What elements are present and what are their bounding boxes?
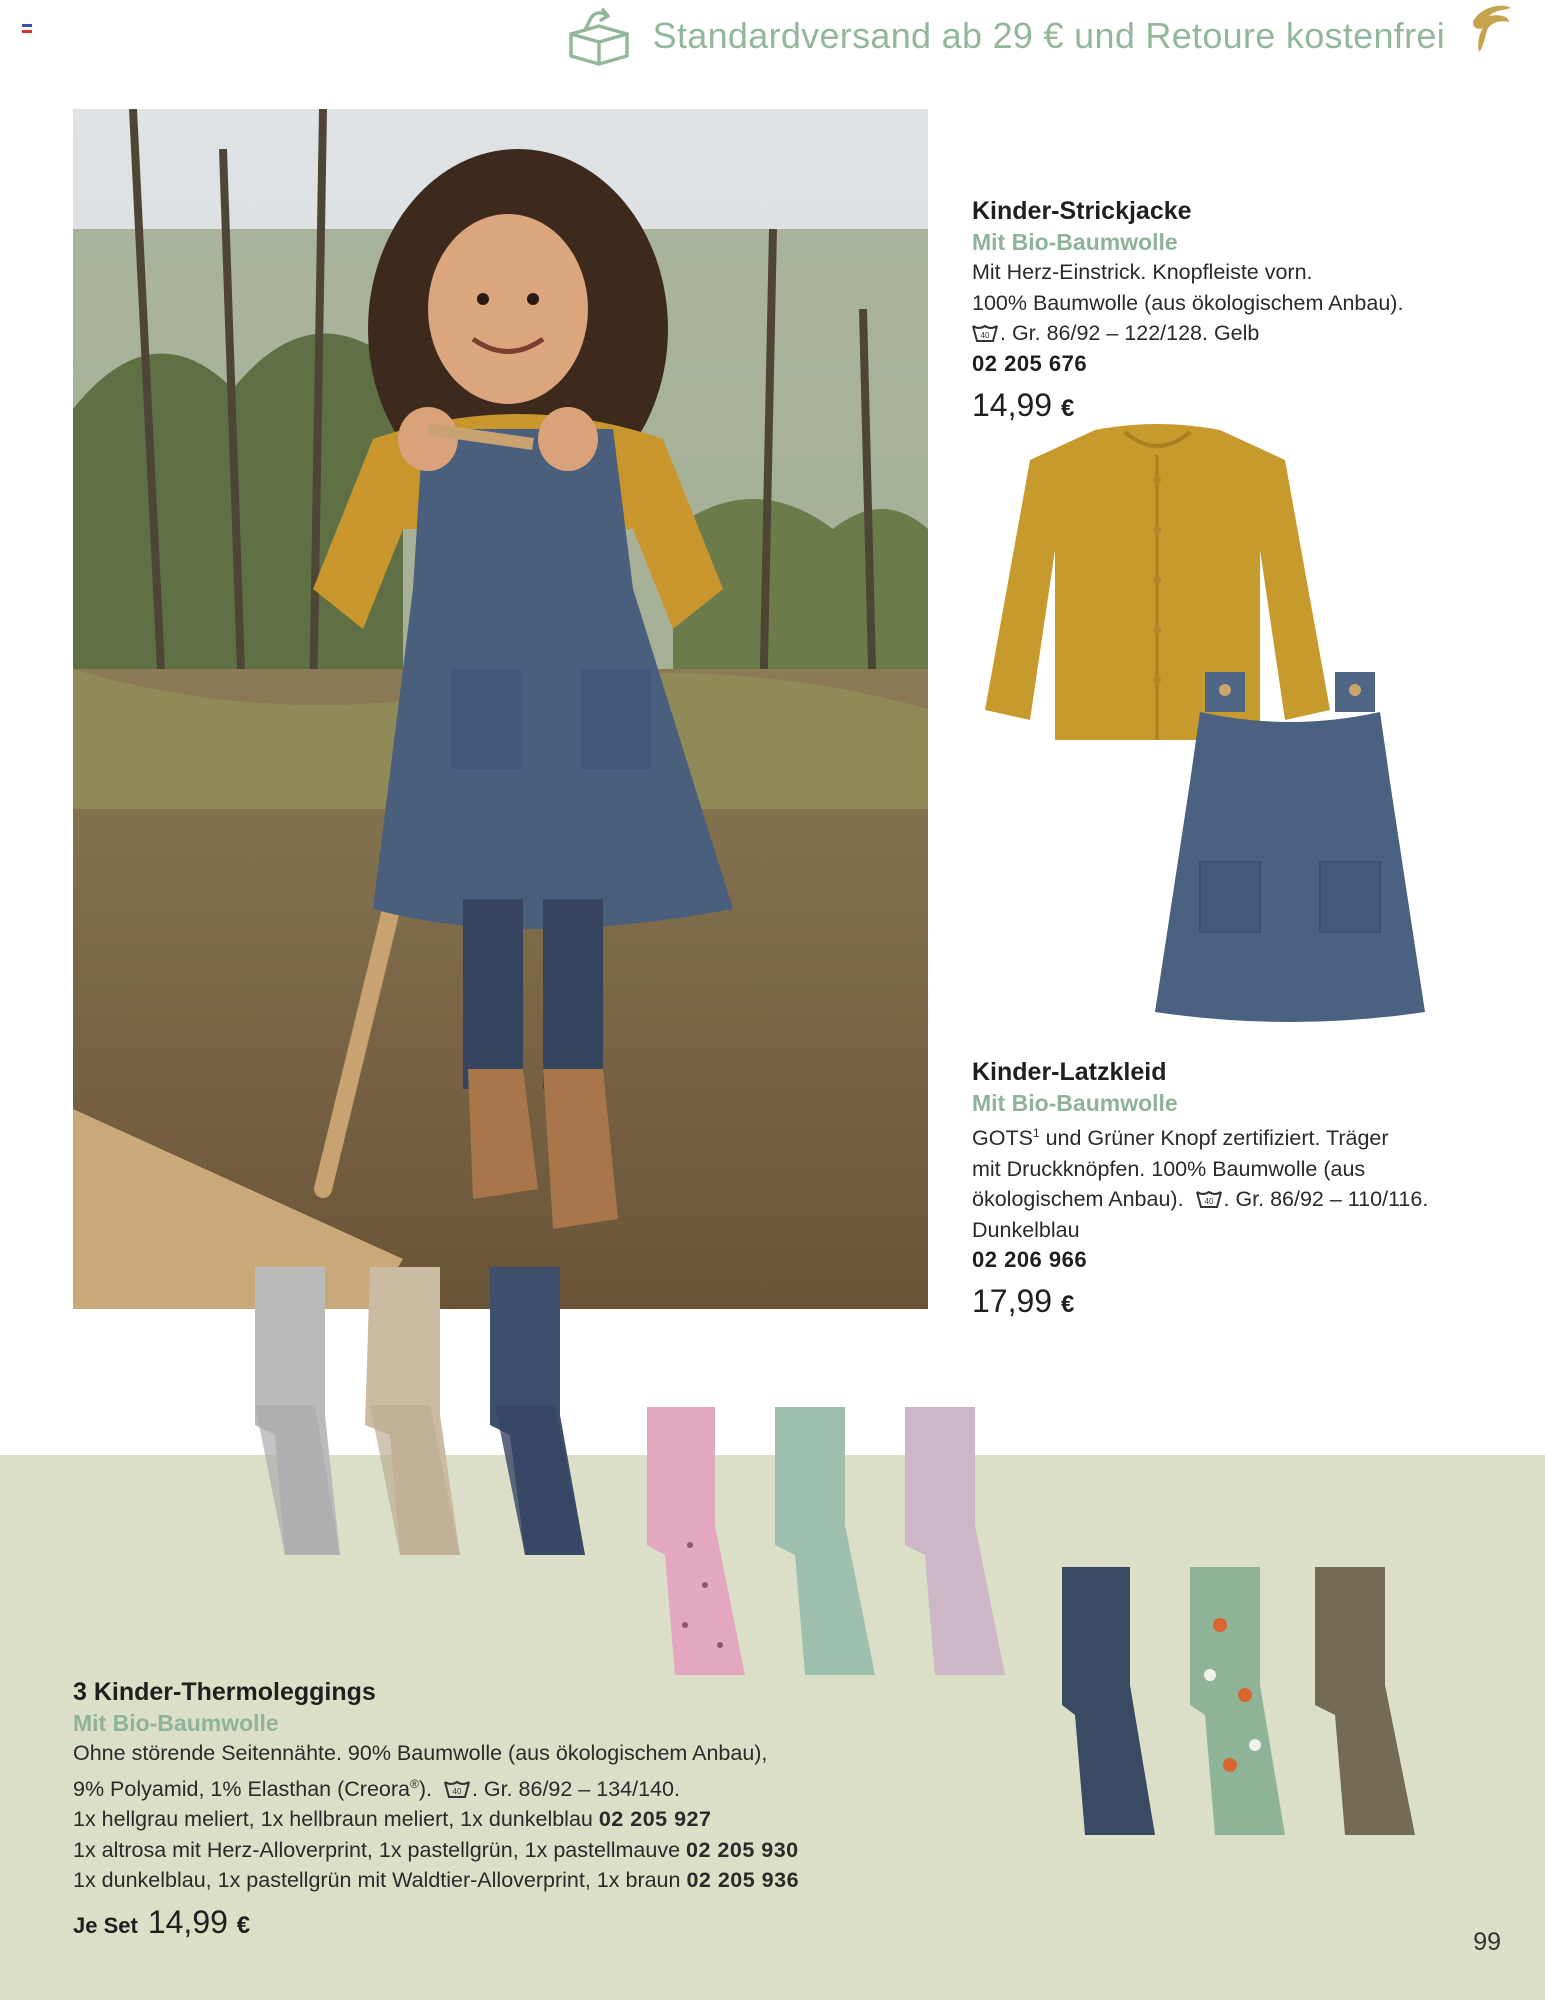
article-number: 02 205 927	[598, 1807, 712, 1832]
article-number: 02 205 936	[686, 1868, 800, 1893]
product-description-line: 40 . Gr. 86/92 – 122/128. Gelb	[972, 318, 1492, 349]
product-description-line: GOTS$^1$ und Grüner Knopf zertifiziert. Träger	[972, 1126, 1389, 1151]
shipping-text: Standardversand ab 29 € und Retoure kostenfrei	[652, 15, 1445, 56]
product-subtitle: Mit Bio-Baumwolle	[972, 229, 1178, 255]
wash-40-icon	[972, 323, 998, 343]
tchibo-logo[interactable]	[1465, 0, 1517, 56]
leggings-set-3-image	[1060, 1565, 1430, 1840]
price: 17,99 €	[972, 1283, 1075, 1320]
product-leggings	[73, 1677, 973, 1948]
article-number: 02 205 930	[686, 1837, 799, 1862]
product-cardigan	[972, 196, 1492, 431]
lifestyle-photo	[73, 109, 928, 1309]
product-name: Kinder-Latzkleid	[972, 1058, 1167, 1086]
svg-text:40: 40	[980, 331, 990, 340]
product-description-line: 9% Polyamid, 1% Elasthan (Creora®). 40 . Gr. 86/92 – 134/140.	[73, 1776, 680, 1801]
product-description-line: 100% Baumwolle (aus ökologischem Anbau).	[972, 290, 1404, 315]
price: Je Set 14,99 €	[73, 1903, 251, 1940]
product-description-line: Mit Herz-Einstrick. Knopfleiste vorn.	[972, 260, 1313, 284]
variant-line: 1x altrosa mit Herz-Alloverprint, 1x pastellgrün, 1x pastellmauve 02 205 930	[73, 1837, 799, 1862]
product-subtitle: Mit Bio-Baumwolle	[73, 1710, 279, 1736]
svg-text:40: 40	[452, 1786, 462, 1796]
shipping-banner	[565, 6, 1445, 66]
article-number: 02 206 966	[972, 1247, 1088, 1273]
leggings-set-2-image	[645, 1405, 1025, 1680]
svg-text:40: 40	[1204, 1197, 1213, 1207]
wash-40-icon	[444, 1779, 470, 1799]
wash-40-icon	[1196, 1189, 1222, 1209]
leggings-set-1-image	[245, 1265, 595, 1565]
product-name: Kinder-Strickjacke	[972, 197, 1192, 225]
product-subtitle: Mit Bio-Baumwolle	[972, 1090, 1178, 1116]
article-number: 02 205 676	[972, 350, 1088, 376]
product-name: 3 Kinder-Thermoleggings	[73, 1678, 376, 1706]
variant-line: 1x hellgrau meliert, 1x hellbraun meliert, 1x dunkelblau 02 205 927	[73, 1807, 712, 1832]
variant-line: 1x dunkelblau, 1x pastellgrün mit Waldtier-Alloverprint, 1x braun 02 205 936	[73, 1868, 800, 1893]
product-description-line: Dunkelblau	[972, 1217, 1080, 1242]
product-description-line: Ohne störende Seitennähte. 90% Baumwolle (aus ökologischem Anbau),	[73, 1741, 768, 1765]
shipping-box-icon	[565, 6, 633, 66]
product-description-line: mit Druckknöpfen. 100% Baumwolle (aus	[972, 1156, 1366, 1181]
price: 14,99 €	[972, 386, 1075, 423]
language-flag-icon[interactable]	[22, 24, 32, 33]
product-description-line: ökologischem Anbau). 40 . Gr. 86/92 – 110/116.	[972, 1187, 1429, 1212]
dress-image	[1150, 672, 1430, 1022]
page-number: 99	[1473, 1928, 1501, 1956]
product-dress	[972, 1057, 1492, 1327]
